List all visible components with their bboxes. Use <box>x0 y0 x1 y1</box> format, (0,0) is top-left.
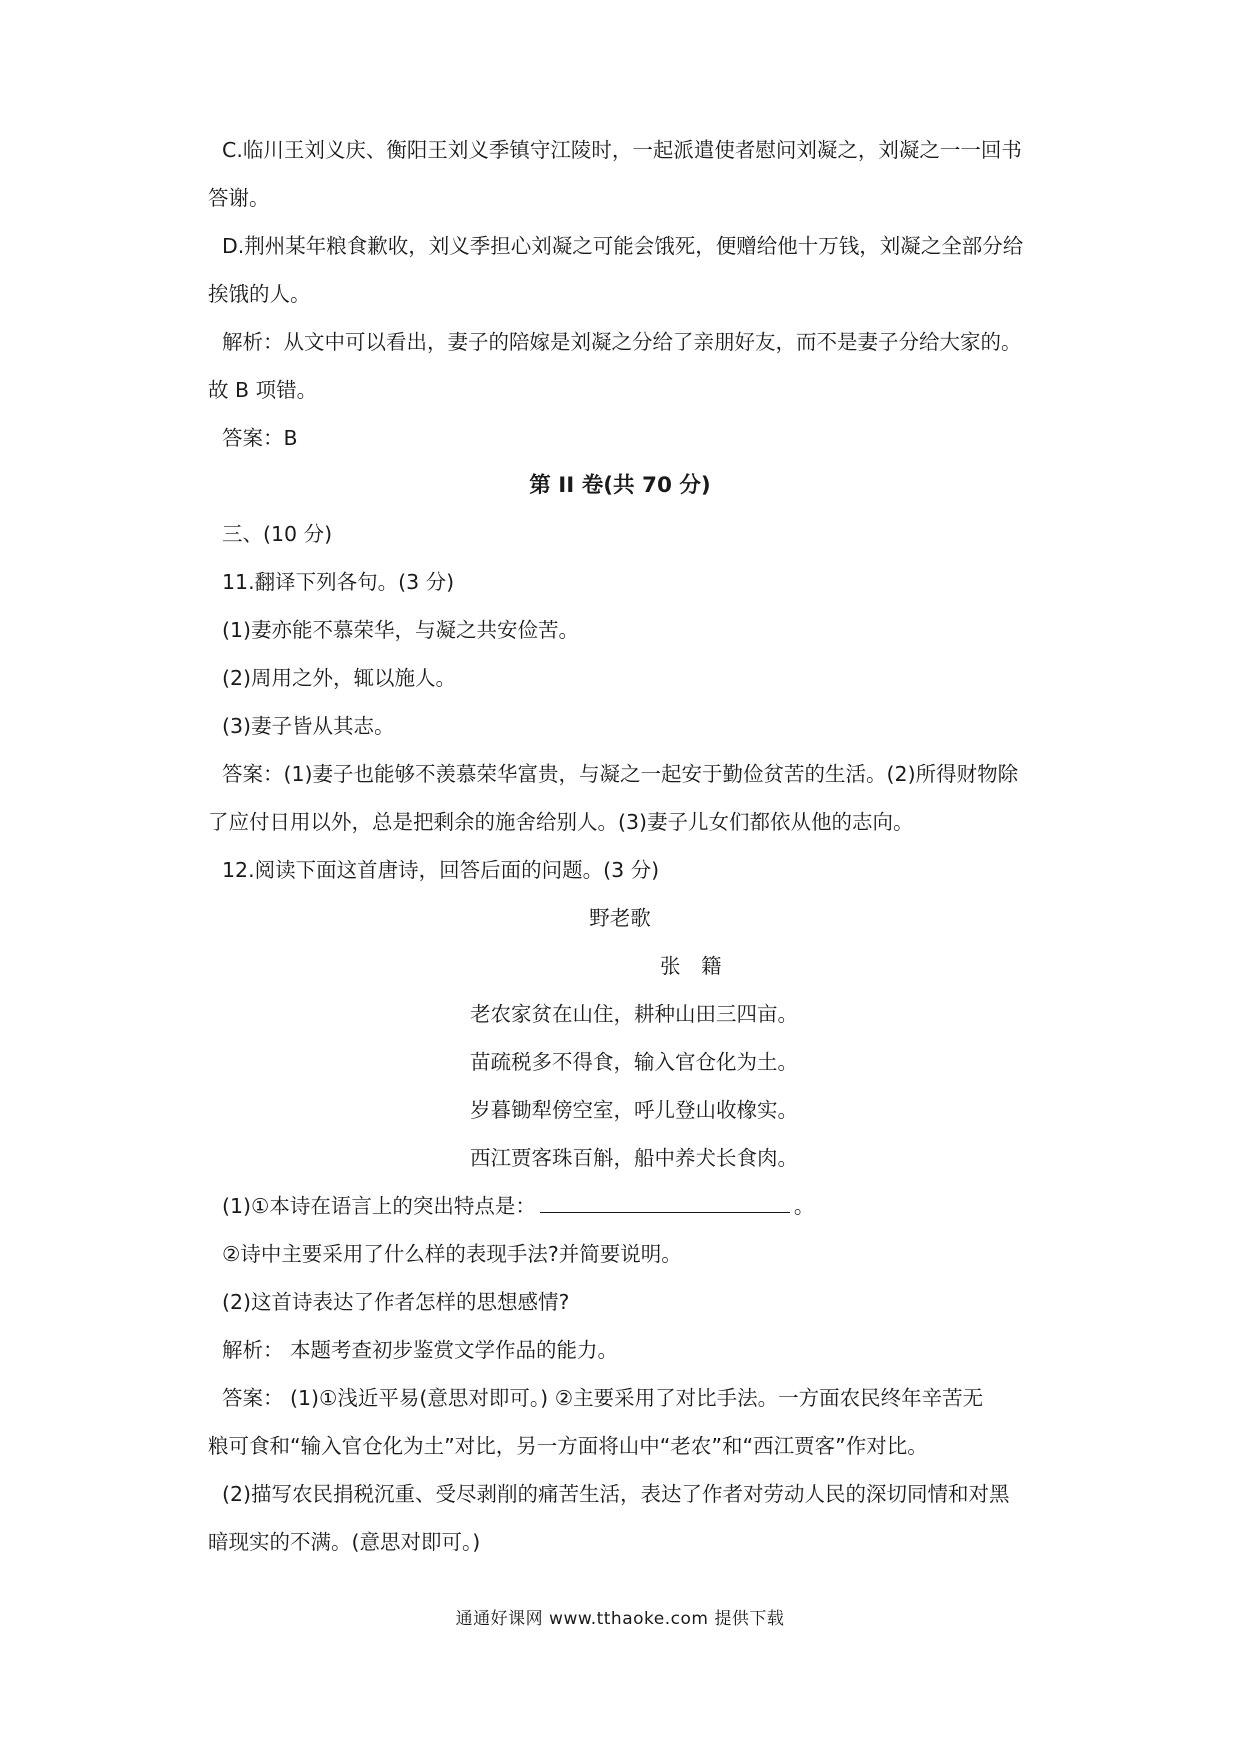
poem-line-4: 西江贾客珠百斛，船中养犬长食肉。 <box>470 1146 798 1170</box>
answer-blank[interactable] <box>540 1192 790 1213</box>
q12-answer-line3: (2)描写农民捐税沉重、受尽剥削的痛苦生活，表达了作者对劳动人民的深切同情和对黑 <box>222 1482 1010 1506</box>
q11-sentence-2: (2)周用之外，辄以施人。 <box>222 666 457 690</box>
poem-line-2: 苗疏税多不得食，输入官仓化为土。 <box>470 1050 798 1074</box>
analysis-10-line2: 故 B 项错。 <box>208 378 318 402</box>
q11-answer-line1: 答案：(1)妻子也能够不羡慕荣华富贵，与凝之一起安于勤俭贫苦的生活。(2)所得财物除 <box>222 762 1019 786</box>
poem-title: 野老歌 <box>589 906 651 930</box>
q12-title: 12.阅读下面这首唐诗，回答后面的问题。(3 分) <box>222 858 660 882</box>
page-footer: 通通好课网 www.tthaoke.com 提供下载 <box>455 1609 785 1629</box>
poem-line-1: 老农家贫在山住，耕种山田三四亩。 <box>470 1002 798 1026</box>
q12-sub1-a <box>222 1182 1072 1230</box>
q12-sub1-b: ②诗中主要采用了什么样的表现手法?并简要说明。 <box>222 1242 682 1266</box>
q11-sentence-1: (1)妻亦能不慕荣华，与凝之共安俭苦。 <box>222 618 580 642</box>
volume-title: 第 II 卷(共 70 分) <box>529 473 711 498</box>
poem-author: 张 籍 <box>660 954 722 978</box>
option-d-line1: D.荆州某年粮食歉收，刘义季担心刘凝之可能会饿死，便赠给他十万钱，刘凝之全部分给 <box>222 234 1024 258</box>
q12-sub1-a-suffix: 。 <box>793 1194 815 1218</box>
option-d-line2: 挨饿的人。 <box>208 282 311 306</box>
section-three: 三、(10 分) <box>222 522 333 546</box>
q12-answer-line1: 答案： (1)①浅近平易(意思对即可。) ②主要采用了对比手法。一方面农民终年辛苦无 <box>222 1386 984 1410</box>
q12-answer-line4: 暗现实的不满。(意思对即可。) <box>208 1530 481 1554</box>
q12-analysis: 解析： 本题考查初步鉴赏文学作品的能力。 <box>222 1338 619 1362</box>
option-c-line2: 答谢。 <box>208 186 270 210</box>
analysis-10-line1: 解析：从文中可以看出，妻子的陪嫁是刘凝之分给了亲朋好友，而不是妻子分给大家的。 <box>222 330 1022 354</box>
option-c-line1: C.临川王刘义庆、衡阳王刘义季镇守江陵时，一起派遣使者慰问刘凝之，刘凝之一一回书 <box>222 138 1022 162</box>
q11-title: 11.翻译下列各句。(3 分) <box>222 570 455 594</box>
q12-sub1-a-prefix: (1)①本诗在语言上的突出特点是： <box>222 1194 536 1218</box>
poem-line-3: 岁暮锄犁傍空室，呼儿登山收橡实。 <box>470 1098 798 1122</box>
q12-sub2: (2)这首诗表达了作者怎样的思想感情? <box>222 1290 570 1314</box>
q12-answer-line2: 粮可食和“输入官仓化为土”对比，另一方面将山中“老农”和“西江贾客”作对比。 <box>208 1434 928 1458</box>
q11-answer-line2: 了应付日用以外，总是把剩余的施舍给别人。(3)妻子儿女们都依从他的志向。 <box>208 810 914 834</box>
q11-sentence-3: (3)妻子皆从其志。 <box>222 714 395 738</box>
answer-10: 答案：B <box>222 426 298 450</box>
